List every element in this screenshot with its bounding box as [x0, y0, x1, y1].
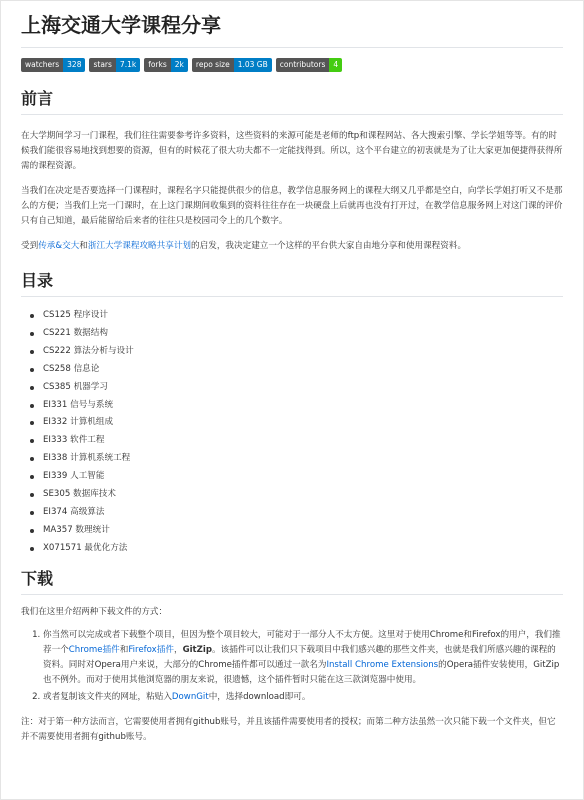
- toc-item[interactable]: EI331 信号与系统: [43, 397, 563, 415]
- link-zju-course-plan[interactable]: 浙江大学课程攻略共享计划: [87, 241, 192, 251]
- download-method-2: 2. 或者复制该文件夹的网址，粘贴入DownGit中，选择download即可。: [43, 690, 563, 705]
- page-title: 上海交通大学课程分享: [21, 11, 563, 48]
- readme-content: [1, 1, 583, 745]
- toc-heading: 目录: [21, 270, 563, 297]
- toc-item[interactable]: CS125 程序设计: [43, 307, 563, 325]
- toc-item[interactable]: EI338 计算机系统工程: [43, 450, 563, 468]
- link-chrome-plugin[interactable]: Chrome插件: [68, 644, 120, 655]
- badge-row: [21, 58, 563, 72]
- badge-repo-size[interactable]: repo size 1.03 GB: [192, 58, 272, 72]
- toc-item[interactable]: EI333 软件工程: [43, 432, 563, 450]
- toc-item[interactable]: SE305 数据库技术: [43, 486, 563, 504]
- download-intro: 我们在这里介绍两种下载文件的方式：: [21, 606, 168, 617]
- toc-item[interactable]: EI332 计算机组成: [43, 414, 563, 432]
- preface-paragraph-3: 受到传承&交大和浙江大学课程攻略共享计划的启发，我决定建立一个这样的平台供大家自由地分享和使用课程资料。: [21, 241, 467, 251]
- download-method-1: 1. 你当然可以完成或者下载整个项目，但因为整个项目较大，可能对于一部分人不太方便。这里对于使用Chrome和Firefox的用户，我们推荐一个Chrome插件和Firefox插件，GitZip。该插件可以让我们只下载项目中我们感兴趣的那些文件夹，也就是我们所感兴趣的课程的资料。同时对Opera用户来说，大部分的Chrome插件都可以通过一款名为Install Chrome Extensions的Opera插件安装使用，GitZip也不例外。而对于使用其他浏览器的朋友来说，很遗憾，这个插件暂时只能在这三款浏览器中使用。: [43, 628, 563, 688]
- link-install-chrome-extensions[interactable]: Install Chrome Extensions: [326, 659, 439, 670]
- toc-item[interactable]: X071571 最优化方法: [43, 540, 563, 558]
- link-chuancheng-jiaoda[interactable]: 传承&交大: [38, 241, 80, 251]
- download-methods-list: [21, 628, 563, 705]
- toc-item[interactable]: CS258 信息论: [43, 361, 563, 379]
- link-downgit[interactable]: DownGit: [171, 691, 209, 702]
- download-note: 注：对于第一种方法而言，它需要使用者拥有github账号，并且该插件需要使用者的授权；而第二种方法虽然一次只能下载一个文件夹，但它并不需要使用者拥有github账号。: [21, 716, 556, 742]
- toc-item[interactable]: EI339 人工智能: [43, 468, 563, 486]
- preface-heading: 前言: [21, 88, 563, 115]
- preface-paragraph-1: 在大学期间学习一门课程，我们往往需要参考许多资料，这些资料的来源可能是老师的ftp和课程网站、各大搜索引擎、学长学姐等等。有的时候我们能很容易地找到想要的资源，但有的时候花了很大功夫都不一定能找得到。所以，这个平台建立的初衷就是为了让大家更加便捷得获得所需的课程资源。: [21, 131, 563, 171]
- toc-item[interactable]: CS385 机器学习: [43, 379, 563, 397]
- toc-list: [21, 307, 563, 558]
- toc-item[interactable]: MA357 数理统计: [43, 522, 563, 540]
- badge-contributors[interactable]: contributors 4: [276, 58, 342, 72]
- link-firefox-plugin[interactable]: Firefox插件: [128, 644, 174, 655]
- badge-watchers[interactable]: watchers 328: [21, 58, 85, 72]
- badge-forks[interactable]: forks 2k: [144, 58, 188, 72]
- toc-item[interactable]: CS221 数据结构: [43, 325, 563, 343]
- toc-item[interactable]: EI374 高级算法: [43, 504, 563, 522]
- preface-paragraph-2: 当我们在决定是否要选择一门课程时，课程名字只能提供很少的信息，教学信息服务网上的课程大纲又几乎都是空白，向学长学姐打听又不是那么的方便；当我们上完一门课时，在上这门课期间收集到的资料往往存在一块硬盘上后就再也没有打开过，在教学信息服务网上对这门课的评价只有自己知道，最后能留给后来者的往往只是校园司令上的几个数字。: [21, 186, 563, 226]
- toc-item[interactable]: CS222 算法分析与设计: [43, 343, 563, 361]
- badge-stars[interactable]: stars 7.1k: [89, 58, 140, 72]
- download-heading: 下载: [21, 568, 563, 595]
